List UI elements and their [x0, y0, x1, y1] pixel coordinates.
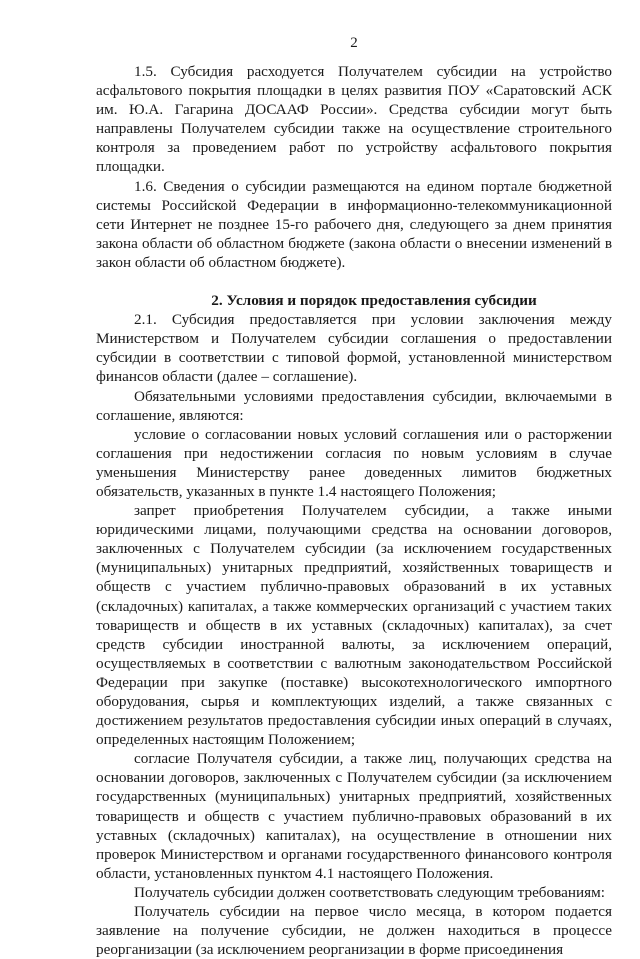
- paragraph-reorganization: Получатель субсидии на первое число месяца, в котором подается заявление на получение субсидии, не должен находиться в процессе реорганизации (за исключением реорганизации в форме присоединения: [96, 903, 612, 959]
- paragraph-condition-agreement: условие о согласовании новых условий соглашения или о расторжении соглашения при недостижении согласия по новым условиям в случае уменьшения Министерству ранее доведенных лимитов бюджетных обязательств, указанных в пункте 1.4 настоящего Положения;: [96, 425, 612, 500]
- section-heading: 2. Условия и порядок предоставления субсидии: [211, 292, 537, 310]
- page-number: 2: [350, 35, 358, 51]
- paragraph-requirements-intro: Получатель субсидии должен соответствовать следующим требованиям:: [134, 883, 605, 901]
- paragraph-inspection-consent: согласие Получателя субсидии, а также лиц, получающих средства на основании договоров, заключенных с Получателем субсидии (за исключением государственных (муниципальных) унитарных предприятий, хозяйственных товариществ и обществ с участием публично-правовых образований в их уставных (складочных) капиталах), на осуществление в отношении них проверок Министерством и органами государственного финансового контроля области, установленных пунктом 4.1 настоящего Положения.: [96, 750, 612, 882]
- spacer: [96, 272, 612, 291]
- paragraph-currency-ban: запрет приобретения Получателем субсидии, а также иными юридическими лицами, получающими средства на основании договоров, заключенных с Получателем субсидии (за исключением государственных (муниципальных) унитарных предприятий, хозяйственных товариществ и обществ с участием публично-правовых образований в их уставных (складочных) капиталах, а также коммерческих организаций с участием таких товариществ и обществ в их уставных (складочных) капиталах), за счет средств субсидии иностранной валюты, за исключением операций, осуществляемых в соответствии с валютным законодательством Российской Федерации при закупке (поставке) высокотехнологического импортного оборудования, сырья и комплектующих изделий, а также связанных с достижением результатов предоставления субсидии иных операций в случаях, определенных настоящим Положением;: [96, 502, 612, 749]
- paragraph-2-1: 2.1. Субсидия предоставляется при условии заключения между Министерством и Получателем субсидии соглашения о предоставлении субсидии в соответствии с типовой формой, установленной министерством финансов области (далее – соглашение).: [96, 311, 612, 386]
- paragraph-mandatory-conditions: Обязательными условиями предоставления субсидии, включаемыми в соглашение, являются:: [96, 387, 612, 424]
- paragraph-1-6: 1.6. Сведения о субсидии размещаются на едином портале бюджетной системы Российской Федерации в информационно-телекоммуникационной сети Интернет не позднее 15-го рабочего дня, следующего за днем принятия закона области об областном бюджете (закона области о внесении изменений в закон области об областном бюджете).: [96, 177, 612, 271]
- paragraph-1-5: 1.5. Субсидия расходуется Получателем субсидии на устройство асфальтового покрытия площадки в целях развития ПОУ «Саратовский АСК им. Ю.А. Гагарина ДОСААФ России». Средства субсидии могут быть направлены Получателем субсидии также на осуществление строительного контроля за проведением работ по устройству асфальтового покрытия площадки.: [96, 63, 612, 176]
